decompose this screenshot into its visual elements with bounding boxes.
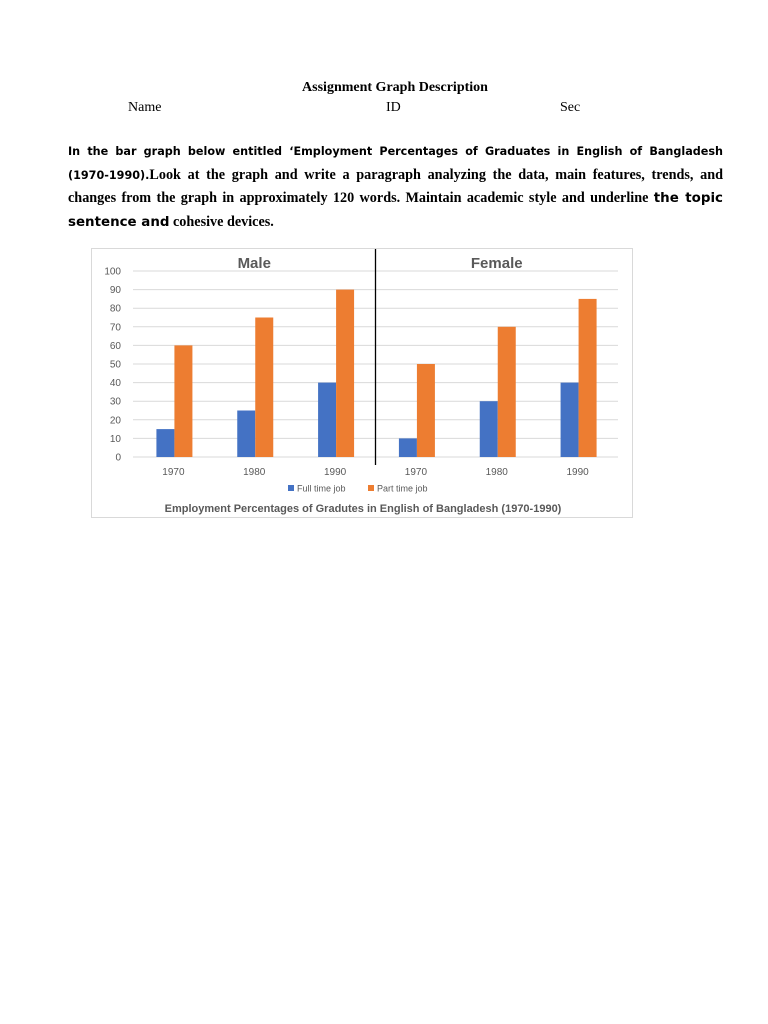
legend-label: Full time job: [297, 483, 346, 494]
y-tick-label: 50: [109, 359, 121, 371]
x-tick-label: 1970: [404, 467, 428, 478]
legend-swatch: [368, 485, 374, 491]
panel-title: Male: [237, 255, 271, 272]
x-tick-label: 1980: [243, 467, 266, 478]
bar-full-time: [480, 401, 498, 457]
bar-full-time: [318, 383, 336, 457]
bar-full-time: [399, 438, 417, 457]
y-tick-label: 30: [109, 396, 121, 408]
bar-part-time: [336, 290, 354, 457]
y-tick-label: 70: [109, 322, 121, 334]
id-label: ID: [386, 100, 401, 115]
x-tick-label: 1980: [485, 467, 508, 478]
y-tick-label: 60: [109, 340, 121, 352]
instructions-part-1: In the bar graph below entitled ‘Employment Percentages of Graduates in English of Bangladesh (1970-1990).: [68, 145, 723, 182]
instructions-part-4: cohesive devices.: [169, 213, 274, 230]
page-title: Assignment Graph Description: [302, 80, 488, 95]
y-tick-label: 90: [109, 285, 121, 297]
sec-label: Sec: [560, 100, 581, 115]
y-tick-label: 10: [109, 433, 121, 445]
x-tick-label: 1990: [323, 467, 347, 478]
bar-part-time: [255, 318, 273, 458]
panel-title: Female: [470, 255, 523, 272]
y-tick-label: 40: [109, 378, 121, 390]
bar-full-time: [561, 383, 579, 457]
bar-part-time: [174, 345, 192, 457]
x-tick-label: 1970: [162, 467, 185, 478]
chart-container: [91, 248, 633, 518]
y-tick-label: 0: [115, 452, 121, 464]
legend-label: Part time job: [377, 483, 428, 494]
instructions-part-3: the topic sentence and: [68, 191, 723, 230]
bar-full-time: [237, 411, 255, 458]
y-tick-label: 80: [109, 303, 121, 315]
chart-title: Employment Percentages of Gradutes in English of Bangladesh (1970-1990): [164, 503, 562, 515]
instructions-paragraph: [68, 140, 723, 234]
instructions-part-2: Look at the graph and write a paragraph analyzing the data, main features, trends, and changes from the graph in approximately 120 words. Maintain academic style and underline: [68, 166, 723, 206]
bar-part-time: [579, 299, 597, 457]
bar-chart: [92, 249, 634, 519]
name-label: Name: [128, 100, 162, 115]
y-tick-label: 100: [104, 266, 121, 278]
legend-swatch: [288, 485, 294, 491]
bar-full-time: [156, 429, 174, 457]
bar-part-time: [417, 364, 435, 457]
bar-part-time: [498, 327, 516, 457]
x-tick-label: 1990: [566, 467, 589, 478]
y-tick-label: 20: [109, 415, 121, 427]
